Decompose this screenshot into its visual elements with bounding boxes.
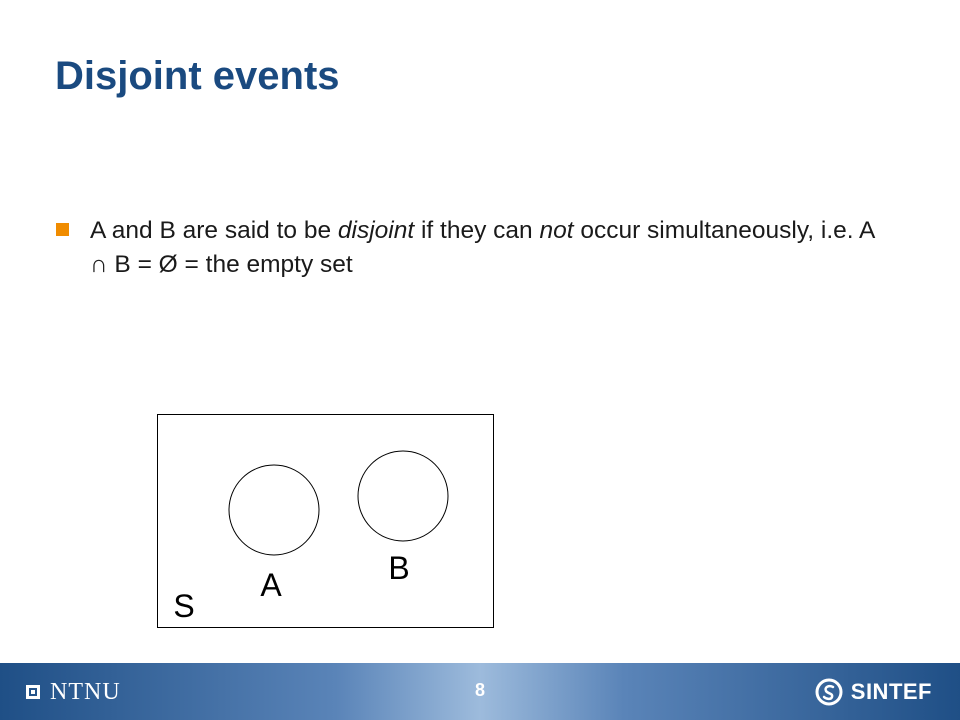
bullet-text-part: occur simultaneously, i.e. A xyxy=(573,217,875,244)
sample-space-box xyxy=(158,415,494,628)
bullet-emphasis-not: not xyxy=(539,217,574,244)
ntnu-logo-text: NTNU xyxy=(50,678,121,705)
bullet-square-icon xyxy=(56,223,69,236)
event-a-label: A xyxy=(260,567,282,603)
intersection-symbol: ∩ xyxy=(90,251,108,278)
bullet-item xyxy=(56,214,896,282)
event-b-label: B xyxy=(388,550,410,586)
sample-space-label: S xyxy=(173,588,195,624)
sintef-logo-icon xyxy=(815,678,843,706)
sintef-logo-text: SINTEF xyxy=(850,679,932,704)
bullet-text-part: A and B are said to be xyxy=(90,217,338,244)
bullet-text xyxy=(90,214,896,282)
bullet-emphasis-disjoint: disjoint xyxy=(337,217,415,244)
sintef-logo xyxy=(815,678,932,706)
footer-bar xyxy=(0,663,960,720)
slide-title: Disjoint events xyxy=(55,54,340,98)
bullet-text-part: B = Ø = the empty set xyxy=(107,251,353,278)
venn-diagram xyxy=(157,414,495,629)
page-number: 8 xyxy=(474,680,485,700)
bullet-text-part: if they can xyxy=(414,217,540,244)
